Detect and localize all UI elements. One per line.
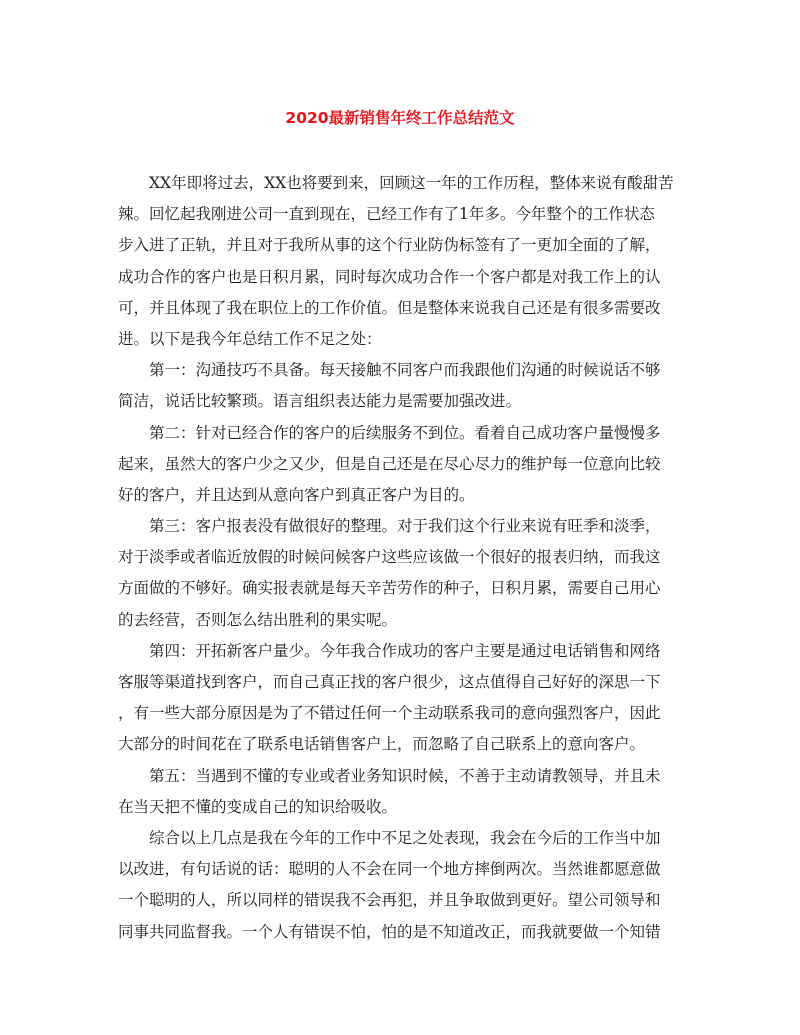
paragraph-line: 综合以上几点是我在今年的工作中不足之处表现，我会在今后的工作当中加 [118, 828, 661, 847]
paragraph-line: 的去经营，否则怎么结出胜利的果实呢。 [118, 610, 398, 629]
paragraph-line: 大部分的时间花在了联系电话销售客户上，而忽略了自己联系上的意向客户。 [118, 735, 646, 754]
paragraph-line: 客服等渠道找到客户，而自己真正找的客户很少，这点值得自己好好的深思一下 [118, 673, 661, 691]
paragraph-line: 简洁，说话比较繁琐。语言组织表达能力是需要加强改进。 [118, 392, 522, 411]
paragraph-line: 在当天把不懂的变成自己的知识给吸收。 [118, 797, 398, 816]
paragraph-line: 第一：沟通技巧不具备。每天接触不同客户而我跟他们沟通的时候说话不够 [118, 361, 661, 380]
paragraph-line: 一个聪明的人，所以同样的错误我不会再犯，并且争取做到更好。望公司领导和 [118, 891, 661, 910]
document-title: 2020最新销售年终工作总结范文 [285, 109, 515, 127]
paragraph-line: 好的客户，并且达到从意向客户到真正客户为目的。 [118, 485, 475, 504]
paragraph [118, 761, 688, 823]
paragraph [118, 168, 688, 355]
paragraph-line: 步入进了正轨，并且对于我所从事的这个行业防伪标签有了一更加全面的了解， [118, 236, 661, 255]
paragraph-line: ，有一些大部分原因是为了不错过任何一个主动联系我司的意向强烈客户，因此 [118, 704, 661, 723]
paragraph [118, 418, 688, 512]
paragraph-line: 对于淡季或者临近放假的时候问候客户这些应该做一个很好的报表归纳，而我这 [118, 548, 661, 567]
paragraph-line: 进。以下是我今年总结工作不足之处： [118, 329, 382, 348]
paragraph-line: 起来，虽然大的客户少之又少，但是自己还是在尽心尽力的维护每一位意向比较 [118, 454, 661, 473]
paragraph-line: 第四：开拓新客户量少。今年我合作成功的客户主要是通过电话销售和网络 [118, 641, 661, 660]
paragraph-line: 方面做的不够好。确实报表就是每天辛苦劳作的种子，日积月累，需要自己用心 [118, 579, 661, 598]
paragraph-line: 第二：针对已经合作的客户的后续服务不到位。看着自己成功客户量慢慢多 [118, 423, 661, 442]
paragraph-line: 第五：当遇到不懂的专业或者业务知识时候，不善于主动请教领导，并且未 [118, 766, 661, 785]
paragraph [118, 636, 688, 761]
paragraph-line: 可，并且体现了我在职位上的工作价值。但是整体来说我自己还是有很多需要改 [118, 298, 661, 317]
paragraph-line: XX年即将过去，XX也将要到来，回顾这一年的工作历程，整体来说有酸甜苦 [118, 174, 674, 192]
paragraph-line: 第三：客户报表没有做很好的整理。对于我们这个行业来说有旺季和淡季， [118, 517, 661, 536]
paragraph-line: 以改进，有句话说的话：聪明的人不会在同一个地方摔倒两次。当然谁都愿意做 [118, 860, 661, 879]
paragraph-line: 成功合作的客户也是日积月累，同时每次成功合作一个客户都是对我工作上的认 [118, 267, 661, 286]
paragraph [118, 823, 688, 948]
paragraph-line: 同事共同监督我。一个人有错误不怕，怕的是不知道改正，而我就要做一个知错 [118, 922, 661, 941]
paragraph [118, 511, 688, 636]
paragraph-line: 辣。回忆起我刚进公司一直到现在，已经工作有了1年多。今年整个的工作状态 [118, 205, 655, 224]
paragraph [118, 355, 688, 417]
document-body [118, 168, 688, 948]
